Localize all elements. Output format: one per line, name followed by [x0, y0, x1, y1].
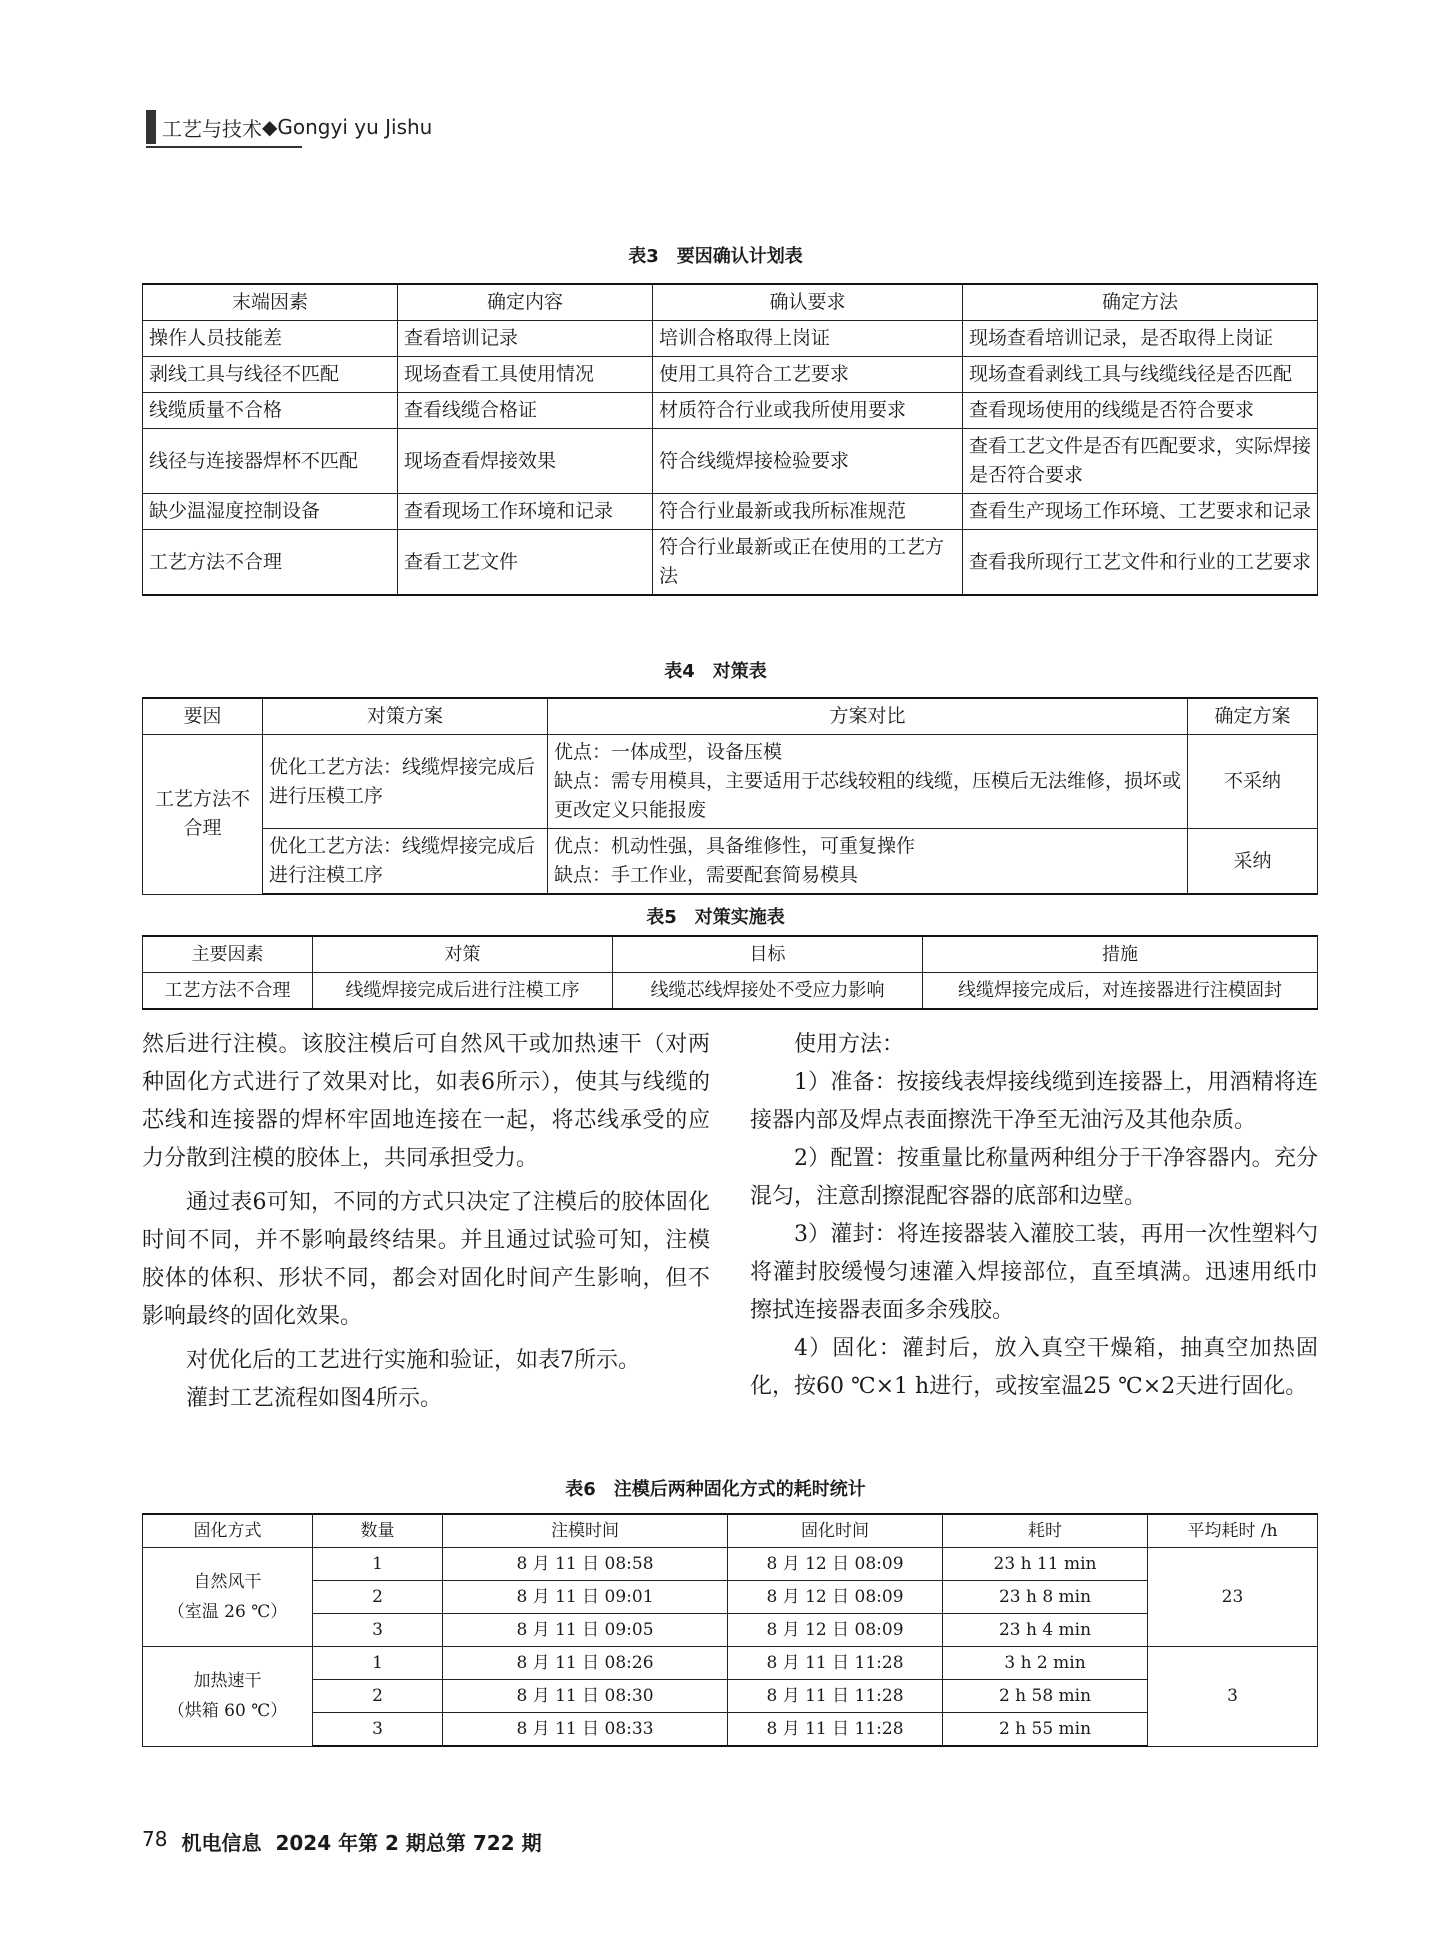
- header-diamond: ◆: [262, 115, 278, 139]
- table6: [142, 1513, 1318, 1747]
- table3-cell: 查看培训记录: [398, 321, 653, 357]
- table6-cell: 23 h 4 min: [943, 1614, 1148, 1647]
- table4-header: 方案对比: [548, 698, 1188, 735]
- table6-cell: 3: [313, 1614, 443, 1647]
- table6-average: 23: [1148, 1548, 1318, 1647]
- table4-decision: 不采纳: [1188, 735, 1318, 829]
- table6-row: [143, 1548, 1318, 1581]
- table3-cell: 查看工艺文件: [398, 530, 653, 596]
- table3-cell: 查看我所现行工艺文件和行业的工艺要求: [963, 530, 1318, 596]
- table3-row: [143, 321, 1318, 357]
- table3-header-row: [143, 284, 1318, 321]
- table3-cell: 剥线工具与线径不匹配: [143, 357, 398, 393]
- table6-header-row: [143, 1514, 1318, 1548]
- table6-cell: 2 h 58 min: [943, 1680, 1148, 1713]
- table6-header: 数量: [313, 1514, 443, 1548]
- table3-cell: 现场查看剥线工具与线缆线径是否匹配: [963, 357, 1318, 393]
- table6-cell: 2: [313, 1581, 443, 1614]
- table5-cell: 线缆芯线焊接处不受应力影响: [613, 973, 923, 1010]
- table4-plan: 优化工艺方法：线缆焊接完成后进行压模工序: [263, 735, 548, 829]
- body-paragraph: 使用方法：: [794, 1032, 905, 1057]
- table3-cell: 查看生产现场工作环境、工艺要求和记录: [963, 494, 1318, 530]
- table6-method-condition: （烘箱 60 ℃）: [167, 1701, 288, 1722]
- table5-header-row: [143, 936, 1318, 973]
- table3-cell: 查看现场使用的线缆是否符合要求: [963, 393, 1318, 429]
- table3-cell: 现场查看焊接效果: [398, 429, 653, 494]
- table5-row: [143, 973, 1318, 1010]
- table5: [142, 935, 1318, 1010]
- table5-header: 主要因素: [143, 936, 313, 973]
- table3-cell: 现场查看工具使用情况: [398, 357, 653, 393]
- table6-cell: 1: [313, 1548, 443, 1581]
- table3-cell: 现场查看培训记录，是否取得上岗证: [963, 321, 1318, 357]
- table6-method-name: 自然风干: [193, 1572, 262, 1592]
- table3-row: [143, 357, 1318, 393]
- page-number: 78: [142, 1827, 168, 1851]
- table6-cell: 8 月 11 日 08:33: [443, 1713, 728, 1747]
- table4-caption: 表4 对策表: [664, 661, 767, 682]
- table3: [142, 283, 1318, 596]
- table3-cell: 符合行业最新或正在使用的工艺方法: [653, 530, 963, 596]
- table3-cell: 培训合格取得上岗证: [653, 321, 963, 357]
- table4-comparison: [548, 829, 1188, 895]
- table5-cell: 工艺方法不合理: [143, 973, 313, 1010]
- header-rule: [146, 146, 302, 148]
- table6-cell: 23 h 11 min: [943, 1548, 1148, 1581]
- table3-header: 末端因素: [143, 284, 398, 321]
- table6-cell: 1: [313, 1647, 443, 1680]
- body-paragraph: 通过表6可知，不同的方式只决定了注模后的胶体固化时间不同，并不影响最终结果。并且通过试验可知，注模胶体的体积、形状不同，都会对固化时间产生影响，但不影响最终的固化效果。: [142, 1190, 710, 1329]
- body-paragraph: 对优化后的工艺进行实施和验证，如表7所示。: [186, 1348, 640, 1373]
- body-paragraph: 3）灌封：将连接器装入灌胶工装，再用一次性塑料勺将灌封胶缓慢匀速灌入焊接部位，直至填满。迅速用纸巾擦拭连接器表面多余残胶。: [750, 1222, 1318, 1323]
- table6-cell: 8 月 11 日 09:05: [443, 1614, 728, 1647]
- body-paragraph: 然后进行注模。该胶注模后可自然风干或加热速干（对两种固化方式进行了效果对比，如表6所示），使其与线缆的芯线和连接器的焊杯牢固地连接在一起，将芯线承受的应力分散到注模的胶体上，共同承担受力。: [142, 1032, 710, 1171]
- body-paragraph: 1）准备：按接线表焊接线缆到连接器上，用酒精将连接器内部及焊点表面擦洗干净至无油污及其他杂质。: [750, 1070, 1318, 1133]
- body-left-column: [142, 1026, 710, 1418]
- body-paragraph: 2）配置：按重量比称量两种组分于干净容器内。充分混匀，注意刮擦混配容器的底部和边壁。: [750, 1146, 1318, 1209]
- running-header: [146, 110, 432, 144]
- table3-cell: 使用工具符合工艺要求: [653, 357, 963, 393]
- table4-plan: 优化工艺方法：线缆焊接完成后进行注模工序: [263, 829, 548, 895]
- table3-cell: 查看线缆合格证: [398, 393, 653, 429]
- table6-cell: 3: [313, 1713, 443, 1747]
- body-paragraph: 灌封工艺流程如图4所示。: [186, 1386, 442, 1411]
- table3-cell: 缺少温湿度控制设备: [143, 494, 398, 530]
- table6-cell: 8 月 12 日 08:09: [728, 1614, 943, 1647]
- table6-cell: 8 月 11 日 11:28: [728, 1680, 943, 1713]
- table4-con: 缺点：手工作业，需要配套简易模具: [554, 864, 859, 886]
- table6-cell: 2: [313, 1680, 443, 1713]
- table6-header: 注模时间: [443, 1514, 728, 1548]
- table4-comparison: [548, 735, 1188, 829]
- table3-header: 确定内容: [398, 284, 653, 321]
- table6-row: [143, 1581, 1318, 1614]
- table3-header: 确定方法: [963, 284, 1318, 321]
- table3-cell: 查看现场工作环境和记录: [398, 494, 653, 530]
- table3-cell: 符合行业最新或我所标准规范: [653, 494, 963, 530]
- table5-caption: 表5 对策实施表: [646, 907, 785, 928]
- page-footer: [142, 1827, 542, 1856]
- table6-average: 3: [1148, 1647, 1318, 1747]
- table4-decision: 采纳: [1188, 829, 1318, 895]
- table3-cell: 线径与连接器焊杯不匹配: [143, 429, 398, 494]
- table6-caption: 表6 注模后两种固化方式的耗时统计: [565, 1479, 866, 1500]
- table4-row: [143, 829, 1318, 895]
- table3-cell: 符合线缆焊接检验要求: [653, 429, 963, 494]
- table6-header: 平均耗时 /h: [1148, 1514, 1318, 1548]
- table4-row: [143, 735, 1318, 829]
- table6-cell: 8 月 11 日 11:28: [728, 1647, 943, 1680]
- table3-cell: 工艺方法不合理: [143, 530, 398, 596]
- header-bar: [146, 110, 156, 144]
- table3-row: [143, 530, 1318, 596]
- table6-row: [143, 1647, 1318, 1680]
- table3-caption: 表3 要因确认计划表: [628, 246, 803, 267]
- table5-header: 对策: [313, 936, 613, 973]
- table3-cell: 操作人员技能差: [143, 321, 398, 357]
- table4-factor: 工艺方法不合理: [143, 735, 263, 895]
- table4-header-row: [143, 698, 1318, 735]
- table6-cell: 8 月 11 日 08:30: [443, 1680, 728, 1713]
- table6-cell: 8 月 12 日 08:09: [728, 1548, 943, 1581]
- table4-pro: 优点：一体成型，设备压模: [554, 741, 783, 763]
- table3-row: [143, 494, 1318, 530]
- table6-cell: 8 月 12 日 08:09: [728, 1581, 943, 1614]
- table6-header: 耗时: [943, 1514, 1148, 1548]
- table6-cell: 2 h 55 min: [943, 1713, 1148, 1747]
- table6-method: [143, 1548, 313, 1647]
- table6-header: 固化时间: [728, 1514, 943, 1548]
- journal-name: 机电信息: [181, 1831, 262, 1855]
- table5-header: 措施: [923, 936, 1318, 973]
- table3-row: [143, 429, 1318, 494]
- table4-con: 缺点：需专用模具，主要适用于芯线较粗的线缆，压模后无法维修，损坏或更改定义只能报废: [554, 770, 1182, 821]
- header-section-en: Gongyi yu Jishu: [277, 115, 433, 139]
- table6-cell: 8 月 11 日 08:26: [443, 1647, 728, 1680]
- table4: [142, 697, 1318, 895]
- table6-cell: 8 月 11 日 08:58: [443, 1548, 728, 1581]
- table6-cell: 23 h 8 min: [943, 1581, 1148, 1614]
- body-paragraph: 4）固化：灌封后，放入真空干燥箱，抽真空加热固化，按60 ℃×1 h进行，或按室温25 ℃×2天进行固化。: [750, 1336, 1318, 1399]
- table6-row: [143, 1713, 1318, 1747]
- table3-cell: 查看工艺文件是否有匹配要求，实际焊接是否符合要求: [963, 429, 1318, 494]
- table6-cell: 8 月 11 日 09:01: [443, 1581, 728, 1614]
- table3-cell: 线缆质量不合格: [143, 393, 398, 429]
- table6-cell: 8 月 11 日 11:28: [728, 1713, 943, 1747]
- table4-header: 对策方案: [263, 698, 548, 735]
- header-section-cn: 工艺与技术: [162, 116, 262, 141]
- table5-cell: 线缆焊接完成后进行注模工序: [313, 973, 613, 1010]
- table4-header: 确定方案: [1188, 698, 1318, 735]
- table6-method-name: 加热速干: [193, 1671, 262, 1692]
- table6-row: [143, 1614, 1318, 1647]
- table3-header: 确认要求: [653, 284, 963, 321]
- table5-header: 目标: [613, 936, 923, 973]
- table6-header: 固化方式: [143, 1514, 313, 1548]
- table6-method: [143, 1647, 313, 1747]
- table4-header: 要因: [143, 698, 263, 735]
- journal-issue: 2024 年第 2 期总第 722 期: [275, 1831, 542, 1855]
- table6-cell: 3 h 2 min: [943, 1647, 1148, 1680]
- table5-cell: 线缆焊接完成后，对连接器进行注模固封: [923, 973, 1318, 1010]
- table3-row: [143, 393, 1318, 429]
- body-right-column: [750, 1026, 1318, 1406]
- table6-row: [143, 1680, 1318, 1713]
- table3-cell: 材质符合行业或我所使用要求: [653, 393, 963, 429]
- table6-method-condition: （室温 26 ℃）: [167, 1602, 288, 1622]
- table4-pro: 优点：机动性强，具备维修性，可重复操作: [554, 835, 916, 857]
